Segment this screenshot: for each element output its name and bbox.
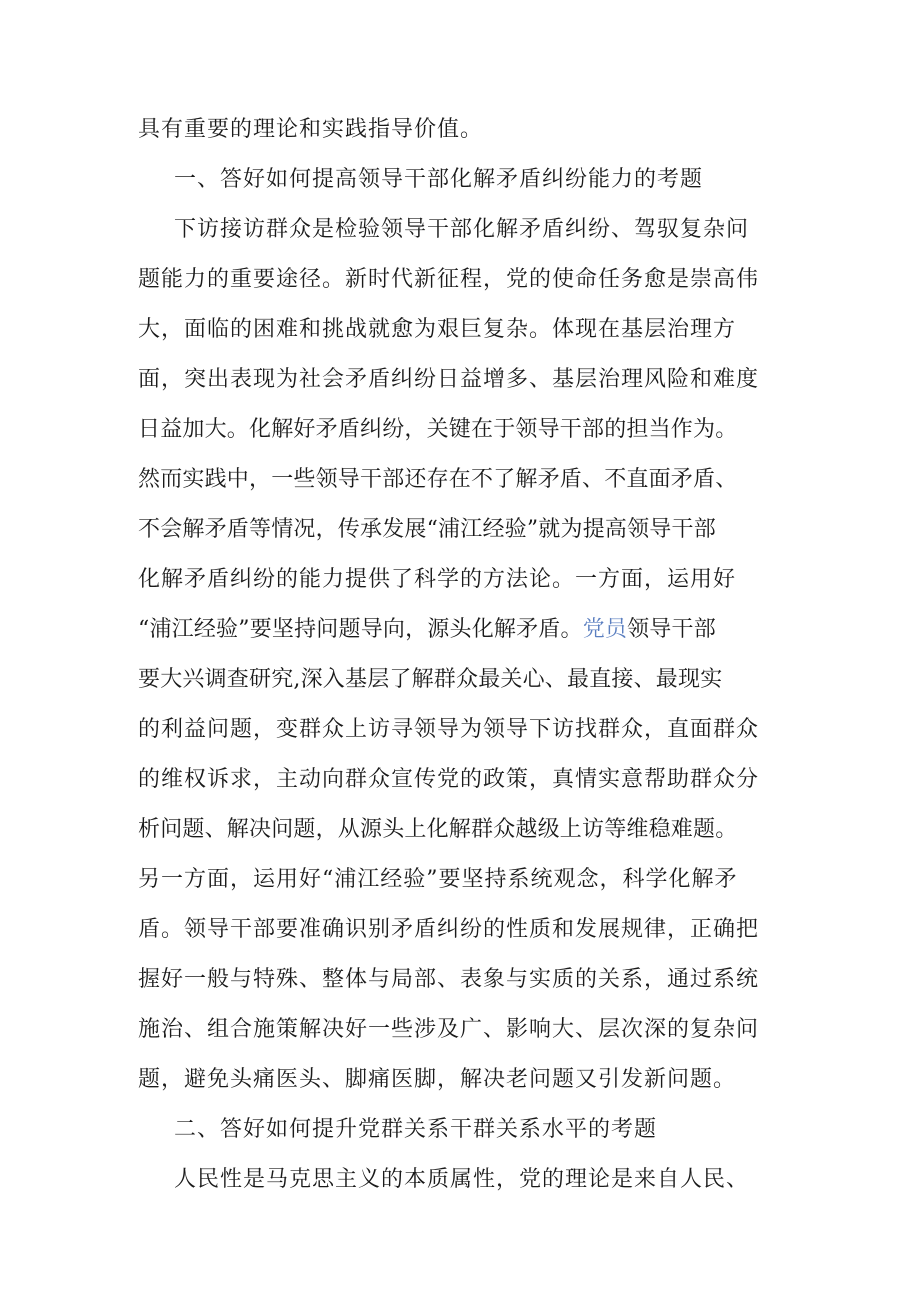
text-line: 然而实践中，一些领导干部还存在不了解矛盾、不直面矛盾、 bbox=[138, 467, 738, 492]
text-line: 不会解矛盾等情况，传承发展“浦江经验”就为提高领导干部 bbox=[138, 517, 716, 542]
text-line: 握好一般与特殊、整体与局部、表象与实质的关系，通过系统 bbox=[138, 967, 760, 992]
text-line: 大，面临的困难和挑战就愈为艰巨复杂。体现在基层治理方 bbox=[138, 317, 737, 342]
text-segment: 领导干部 bbox=[627, 617, 716, 642]
text-line: 析问题、解决问题，从源头上化解群众越级上访等维稳难题。 bbox=[138, 817, 738, 842]
text-line: 施治、组合施策解决好一些涉及广、影响大、层次深的复杂问 bbox=[138, 1017, 760, 1042]
section-heading-1: 一、答好如何提高领导干部化解矛盾纠纷能力的考题 bbox=[174, 167, 704, 192]
text-line: 面，突出表现为社会矛盾纠纷日益增多、基层治理风险和难度 bbox=[138, 367, 760, 392]
text-line: 的维权诉求，主动向群众宣传党的政策，真情实意帮助群众分 bbox=[138, 767, 760, 792]
text-line: 日益加大。化解好矛盾纠纷，关键在于领导干部的担当作为。 bbox=[138, 417, 738, 442]
text-line: 的利益问题，变群众上访寻领导为领导下访找群众，直面群众 bbox=[138, 717, 760, 742]
party-member-link[interactable]: 党员 bbox=[582, 617, 628, 642]
text-line: 人民性是马克思主义的本质属性，党的理论是来自人民、 bbox=[174, 1167, 750, 1192]
text-line: 另一方面，运用好“浦江经验”要坚持系统观念，科学化解矛 bbox=[138, 867, 738, 892]
text-line: 盾。领导干部要准确识别矛盾纠纷的性质和发展规律，正确把 bbox=[138, 917, 760, 942]
text-line: 化解矛盾纠纷的能力提供了科学的方法论。一方面，运用好 bbox=[138, 567, 737, 592]
text-segment: “浦江经验”要坚持问题导向，源头化解矛盾。 bbox=[138, 617, 583, 642]
section-heading-2: 二、答好如何提升党群关系干群关系水平的考题 bbox=[174, 1117, 658, 1142]
text-line: 题，避免头痛医头、脚痛医脚，解决老问题又引发新问题。 bbox=[138, 1067, 737, 1092]
text-line: 下访接访群众是检验领导干部化解矛盾纠纷、驾驭复杂问 bbox=[174, 217, 750, 242]
text-line bbox=[138, 610, 716, 650]
text-line: 要大兴调查研究,深入基层了解群众最关心、最直接、最现实 bbox=[138, 667, 723, 692]
text-line: 具有重要的理论和实践指导价值。 bbox=[138, 117, 484, 142]
text-line: 题能力的重要途径。新时代新征程，党的使命任务愈是崇高伟 bbox=[138, 267, 760, 292]
